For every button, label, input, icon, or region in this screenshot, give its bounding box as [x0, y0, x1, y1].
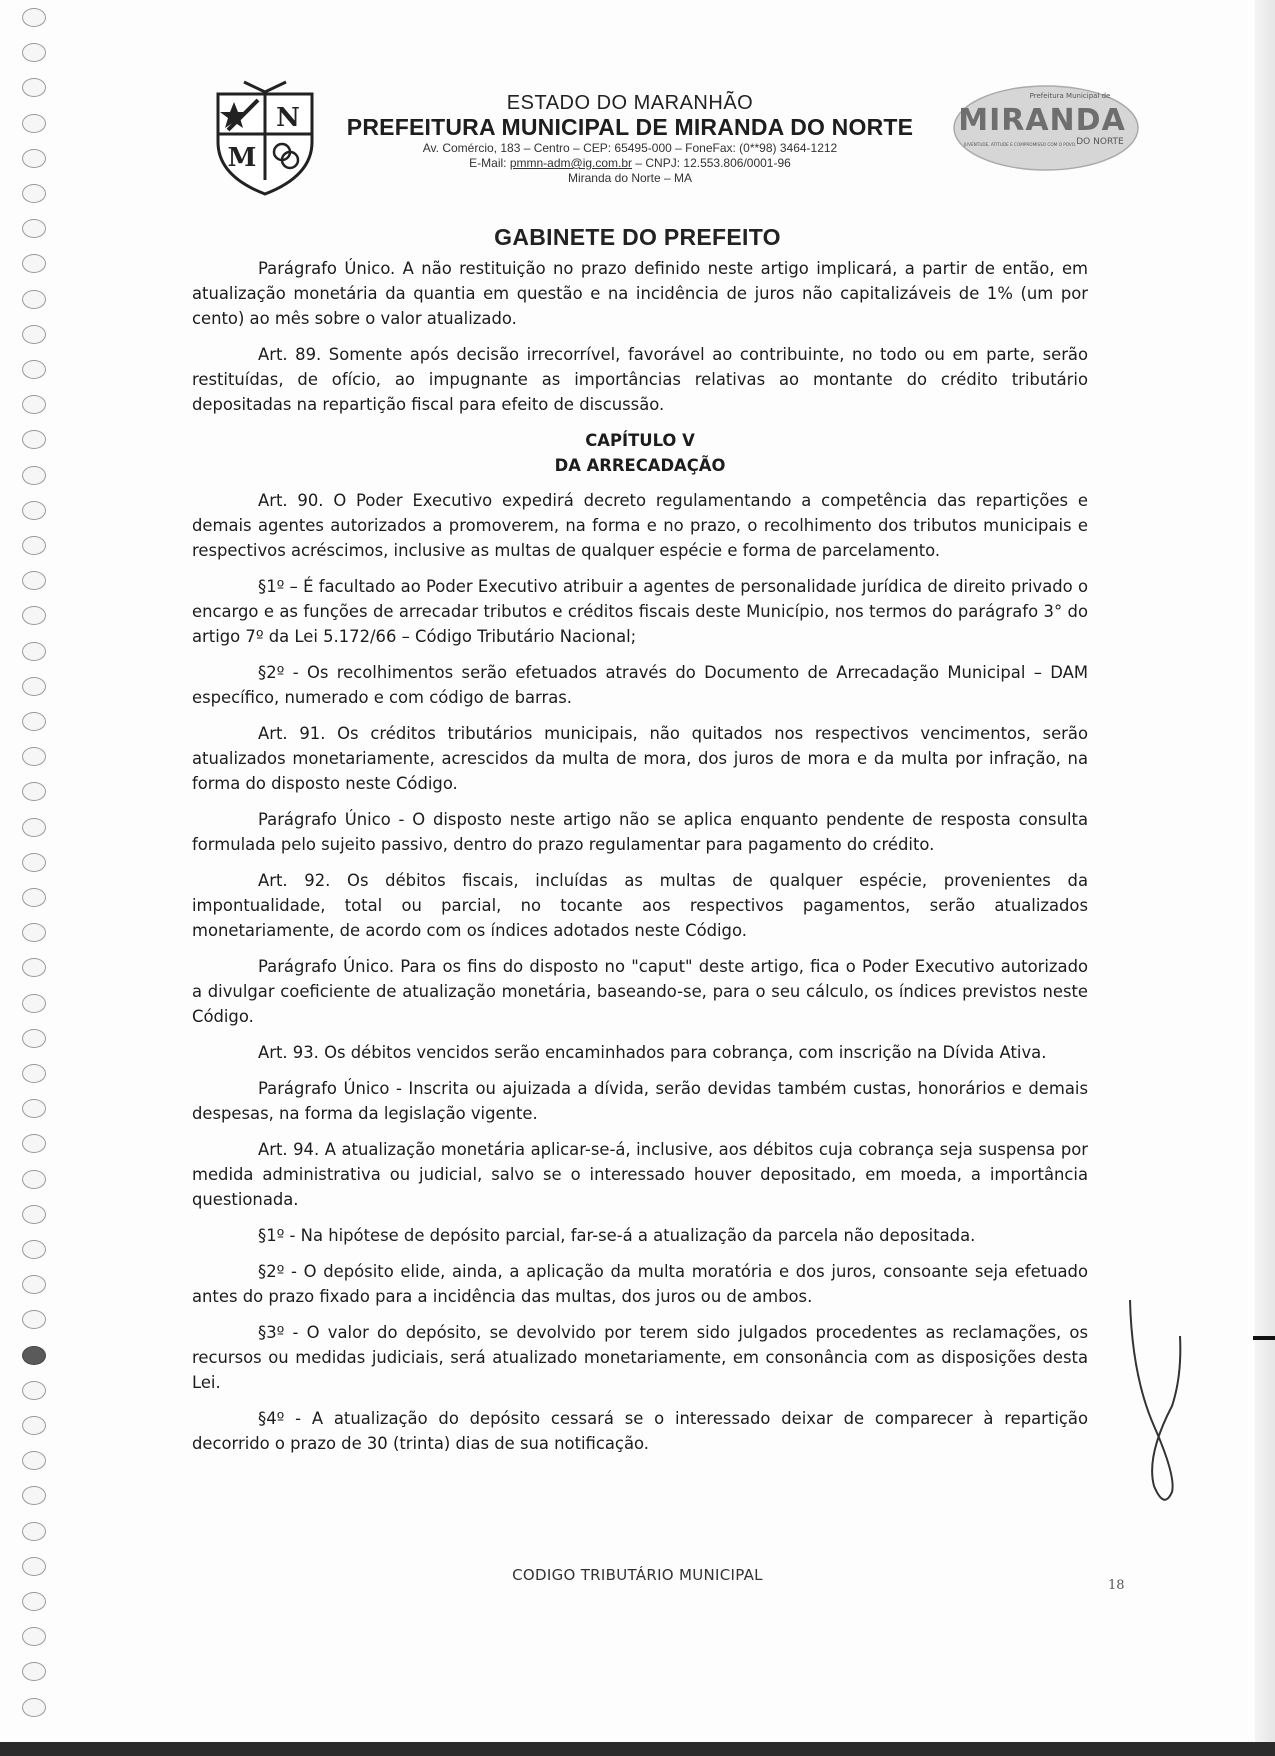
binding-hole: [22, 1310, 46, 1329]
binding-hole: [22, 1486, 46, 1505]
binding-hole: [22, 395, 46, 414]
binding-hole: [22, 1170, 46, 1189]
paragraph: Art. 89. Somente após decisão irrecorrível, favorável ao contribuinte, no todo ou em parte, serão restituídas, de ofício, ao impugnante as importâncias relativas ao montante do crédito tributário depositadas na repartição fiscal para efeito de discussão.: [192, 345, 1088, 414]
paragraph: Parágrafo Único. A não restituição no prazo definido neste artigo implicará, a partir de então, em atualização monetária da quantia em questão e na incidência de juros não capitalizáveis de 1% (um por cento) ao mês sobre o valor atualizado.: [192, 259, 1088, 328]
paragraph: §2º - Os recolhimentos serão efetuados através do Documento de Arrecadação Municipal – DAM específico, numerado e com código de barras.: [192, 663, 1088, 707]
binding-hole: [22, 1099, 46, 1118]
paragraph: Art. 93. Os débitos vencidos serão encaminhados para cobrança, com inscrição na Dívida Ativa.: [258, 1043, 1047, 1062]
document-body: [192, 256, 1088, 1467]
footer-title: CODIGO TRIBUTÁRIO MUNICIPAL: [512, 1566, 763, 1584]
binding-hole: [22, 1522, 46, 1541]
binding-hole: [22, 606, 46, 625]
binding-hole: [22, 114, 46, 133]
binding-hole: [22, 501, 46, 520]
binding-hole: [22, 254, 46, 273]
office-title: GABINETE DO PREFEITO: [494, 224, 781, 250]
binding-hole: [22, 782, 46, 801]
email-link[interactable]: pmmn-adm@ig.com.br: [509, 156, 633, 170]
chapter-title: DA ARRECADAÇÃO: [554, 456, 726, 475]
binding-hole: [22, 1451, 46, 1470]
binding-hole: [22, 853, 46, 872]
binding-hole: [22, 78, 46, 97]
paragraph: Parágrafo Único - O disposto neste artigo não se aplica enquanto pendente de resposta consulta formulada pelo sujeito passivo, dentro do prazo regulamentar para pagamento do crédito.: [192, 810, 1088, 854]
binding-hole: [22, 1029, 46, 1048]
binding-hole: [22, 923, 46, 942]
paragraph: §1º – É facultado ao Poder Executivo atribuir a agentes de personalidade jurídica de direito privado o encargo e as funções de arrecadar tributos e créditos fiscais deste Município, nos termos do parágrafo 3° do artigo 7º da Lei 5.172/66 – Código Tributário Nacional;: [192, 577, 1088, 646]
paragraph: §4º - A atualização do depósito cessará se o interessado deixar de comparecer à repartição decorrido o prazo de 30 (trinta) dias de sua notificação.: [192, 1409, 1088, 1453]
page-edge: [1255, 0, 1275, 1756]
binding-hole: [22, 1064, 46, 1083]
crest-letter-m: M: [227, 143, 257, 173]
binding-hole: [22, 1240, 46, 1259]
binding-hole: [22, 184, 46, 203]
binding-hole: [22, 290, 46, 309]
miranda-logo-icon: [950, 76, 1140, 188]
paragraph: Art. 92. Os débitos fiscais, incluídas as multas de qualquer espécie, provenientes da impontualidade, total ou parcial, no tocante aos respectivos pagamentos, serão atualizados monetariamente, de acordo com os índices adotados neste Código.: [192, 871, 1088, 940]
prefecture-name: PREFEITURA MUNICIPAL DE MIRANDA DO NORTE: [346, 114, 914, 140]
logo-top-text: Prefeitura Municipal de: [1029, 92, 1111, 100]
binding-hole: [22, 818, 46, 837]
binding-hole: [22, 677, 46, 696]
paragraph: §3º - O valor do depósito, se devolvido por terem sido julgados procedentes as reclamações, os recursos ou medidas judiciais, será atualizado monetariamente, em consonância com as disposições desta Lei.: [192, 1323, 1088, 1392]
chapter-number: CAPÍTULO V: [585, 431, 695, 450]
binding-hole: [22, 1416, 46, 1435]
binding-hole: [22, 1592, 46, 1611]
binding-hole: [22, 466, 46, 485]
binding-hole: [22, 149, 46, 168]
binding-hole: [22, 958, 46, 977]
binding-hole: [22, 1698, 46, 1717]
logo-suffix: DO NORTE: [1076, 137, 1124, 147]
chapter-heading: [192, 428, 1088, 478]
binding-hole: [22, 1662, 46, 1681]
binding-holes: [22, 8, 52, 1748]
page-number: 18: [1108, 1578, 1125, 1593]
binding-hole: [22, 325, 46, 344]
paragraph: §1º - Na hipótese de depósito parcial, far-se-á a atualização da parcela não depositada.: [258, 1226, 976, 1245]
logo-name: MIRANDA: [958, 103, 1126, 138]
binding-hole: [22, 747, 46, 766]
binding-hole: [22, 1346, 46, 1365]
scan-border: [0, 1742, 1275, 1756]
letterhead: [320, 92, 940, 186]
cnpj: – CNPJ: 12.553.806/0001-96: [632, 156, 791, 170]
signature-mark: [1120, 1296, 1190, 1506]
binding-hole: [22, 1275, 46, 1294]
paragraph: Parágrafo Único - Inscrita ou ajuizada a dívida, serão devidas também custas, honorários e demais despesas, na forma da legislação vigente.: [192, 1079, 1088, 1123]
state-name: ESTADO DO MARANHÃO: [506, 92, 754, 114]
paragraph: §2º - O depósito elide, ainda, a aplicação da multa moratória e dos juros, consoante seja efetuado antes do prazo fixado para a incidência das multas, dos juros ou de ambos.: [192, 1262, 1088, 1306]
logo-tagline: JUVENTUDE, ATITUDE E COMPROMISSO COM O POVO.: [963, 142, 1077, 147]
crest-letter-n: N: [276, 103, 300, 133]
city-line: Miranda do Norte – MA: [567, 171, 693, 185]
paragraph: Parágrafo Único. Para os fins do disposto no "caput" deste artigo, fica o Poder Executivo autorizado a divulgar coeficiente de atualização monetária, baseando-se, para o seu cálculo, os índices previstos neste Código.: [192, 957, 1088, 1026]
paragraph: Art. 94. A atualização monetária aplicar-se-á, inclusive, aos débitos cuja cobrança seja suspensa por medida administrativa ou judicial, salvo se o interessado houver depositado, em moeda, a importância questionada.: [192, 1140, 1088, 1209]
binding-hole: [22, 1134, 46, 1153]
binding-hole: [22, 536, 46, 555]
binding-hole: [22, 888, 46, 907]
binding-hole: [22, 8, 46, 27]
binding-hole: [22, 43, 46, 62]
binding-hole: [22, 1205, 46, 1224]
binding-hole: [22, 994, 46, 1013]
binding-hole: [22, 712, 46, 731]
municipal-crest-icon: [214, 80, 316, 196]
scan-mark: [1253, 1336, 1275, 1340]
paragraph: Art. 90. O Poder Executivo expedirá decreto regulamentando a competência das repartições e demais agentes autorizados a promoverem, na forma e no prazo, o recolhimento dos tributos municipais e respectivos acréscimos, inclusive as multas de qualquer espécie e forma de parcelamento.: [192, 491, 1088, 560]
binding-hole: [22, 360, 46, 379]
paragraph: Art. 91. Os créditos tributários municipais, não quitados nos respectivos vencimentos, serão atualizados monetariamente, acrescidos da multa de mora, dos juros de mora e da multa por infração, na forma do disposto neste Código.: [192, 724, 1088, 793]
binding-hole: [22, 642, 46, 661]
contact-line: [320, 156, 940, 171]
binding-hole: [22, 1627, 46, 1646]
address-line: Av. Comércio, 183 – Centro – CEP: 65495-000 – FoneFax: (0**98) 3464-1212: [422, 141, 838, 155]
binding-hole: [22, 1381, 46, 1400]
email-label: E-Mail:: [469, 156, 510, 170]
binding-hole: [22, 571, 46, 590]
binding-hole: [22, 430, 46, 449]
